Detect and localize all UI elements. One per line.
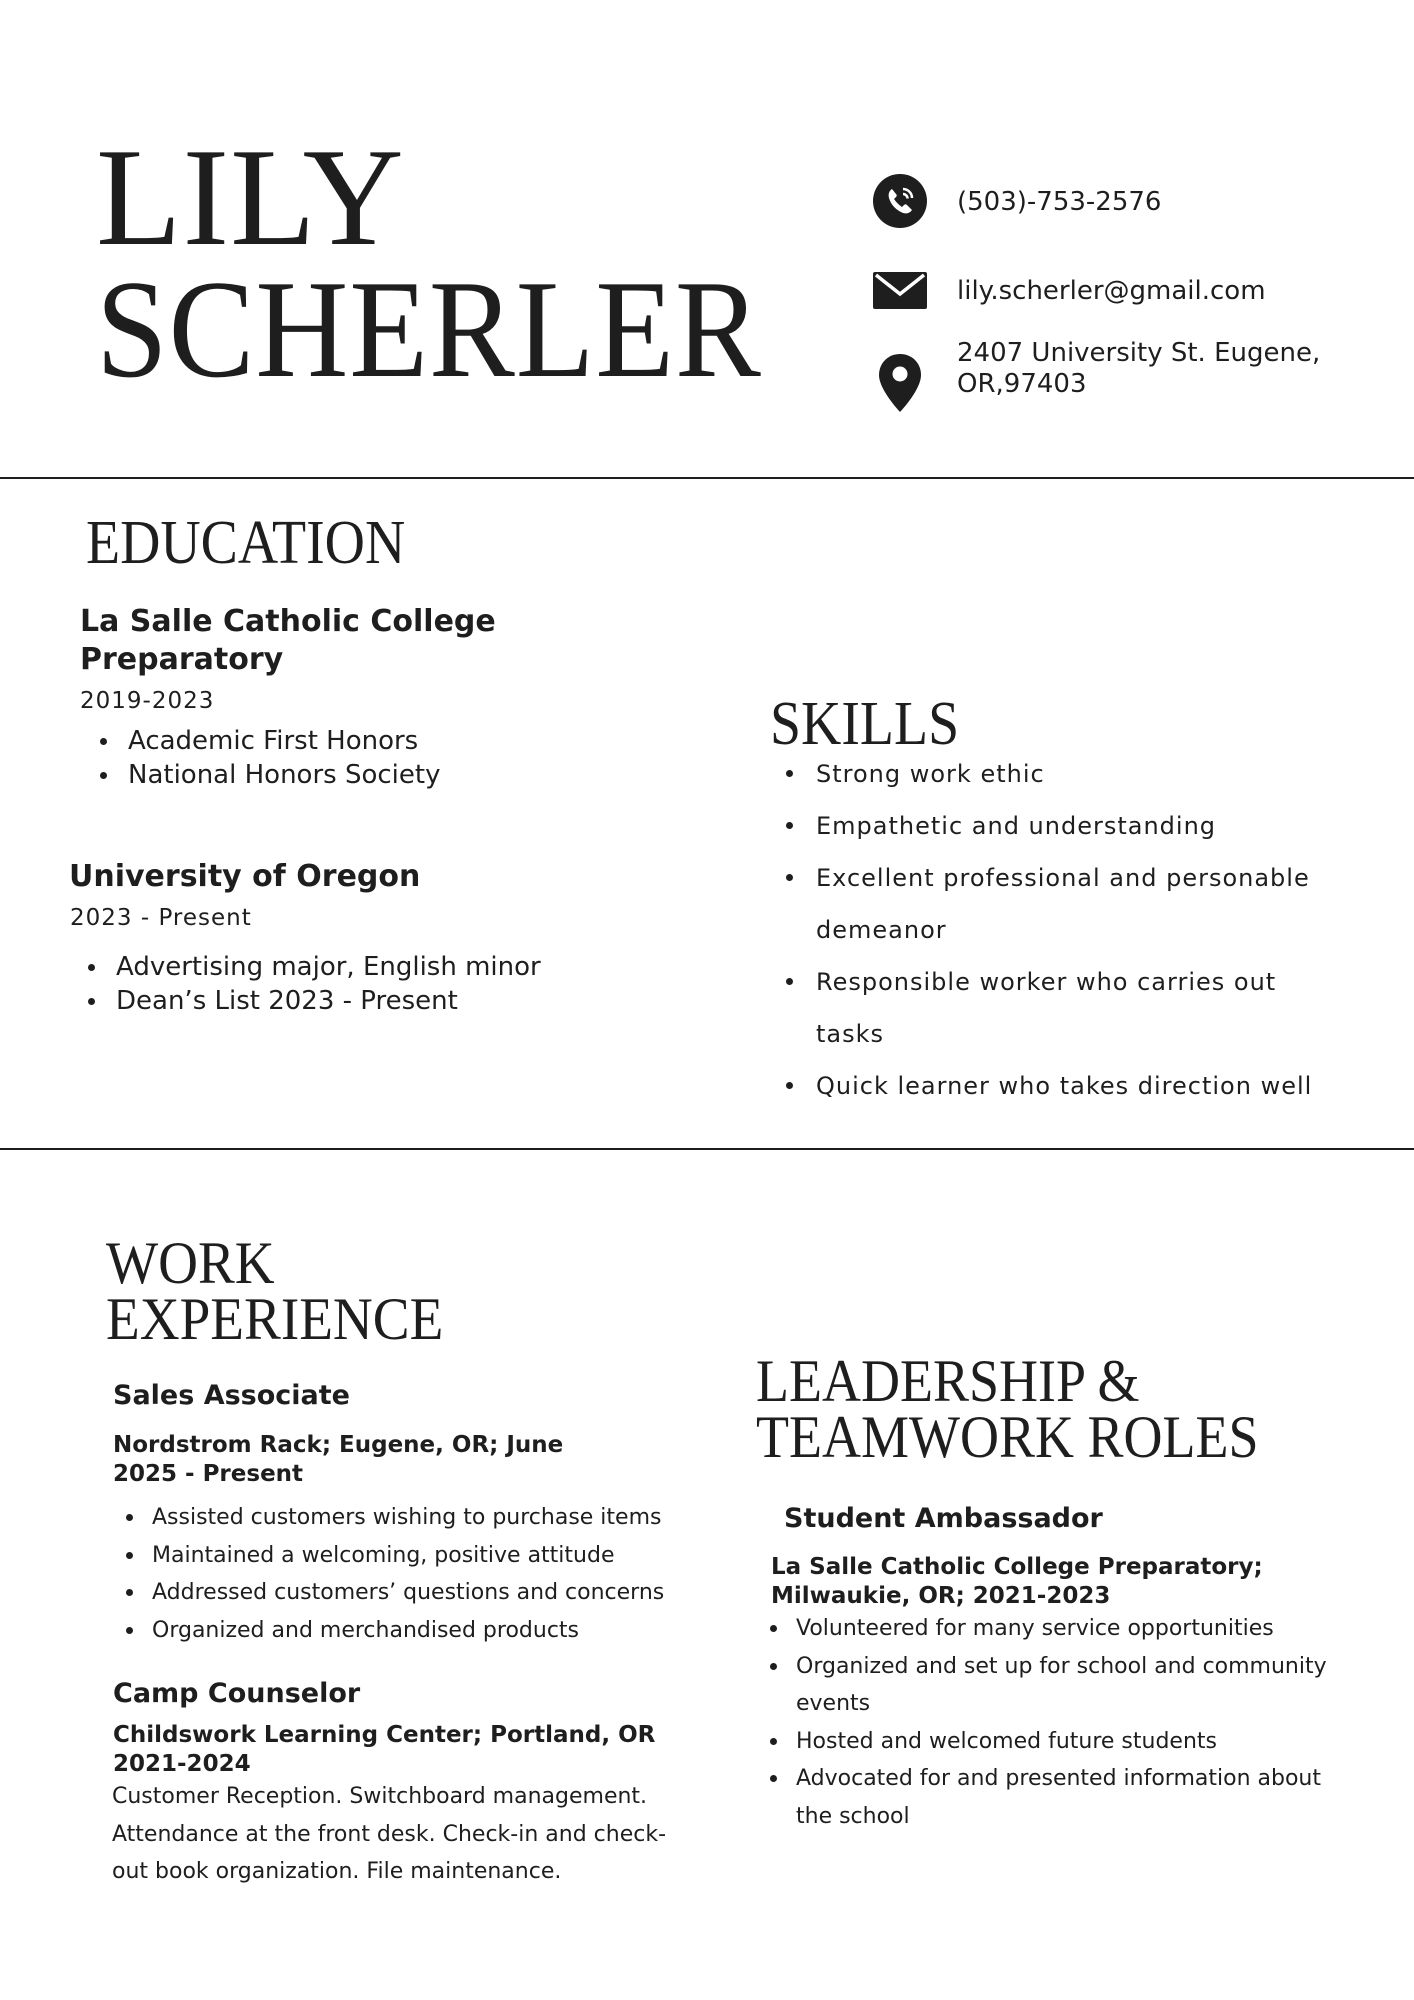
list-item: Advocated for and presented information about the school — [758, 1760, 1328, 1835]
list-item: Maintained a welcoming, positive attitude — [114, 1537, 664, 1575]
job-employer: Nordstrom Rack; Eugene, OR; June 2025 - Present — [113, 1432, 564, 1487]
email-address[interactable]: lily.scherler@gmail.com — [957, 276, 1266, 306]
list-item: Volunteered for many service opportunities — [758, 1610, 1328, 1648]
phone-icon — [873, 174, 927, 228]
university-details-list — [84, 950, 541, 1018]
role-duties-list — [758, 1610, 1328, 1835]
skill-item: Responsible worker who carries out tasks — [782, 956, 1342, 1060]
skill-item: Quick learner who takes direction well — [782, 1060, 1342, 1112]
leadership-heading-line-1: LEADERSHIP & — [756, 1348, 1140, 1414]
role-title: Student Ambassador — [784, 1503, 1103, 1534]
list-item: Academic First Honors — [96, 724, 440, 758]
last-name: SCHERLER — [96, 252, 762, 407]
role-organization: La Salle Catholic College Preparatory; Milwaukie, OR; 2021-2023 — [771, 1554, 1263, 1609]
university-name: University of Oregon — [69, 859, 421, 894]
street-address: 2407 University St. Eugene, OR,97403 — [957, 338, 1321, 399]
location-pin-icon — [873, 354, 927, 412]
school-honors-list — [96, 724, 440, 792]
leadership-heading-line-2: TEAMWORK ROLES — [756, 1404, 1259, 1470]
job-employer: Childswork Learning Center; Portland, OR 2021-2024 — [113, 1722, 656, 1777]
skill-item: Empathetic and understanding — [782, 800, 1342, 852]
job-description: Customer Reception. Switchboard management. Attendance at the front desk. Check-in and check-out book organization. File maintenance. — [112, 1784, 667, 1884]
work-heading-line-2: EXPERIENCE — [106, 1286, 444, 1352]
school-name: La Salle Catholic College Preparatory — [80, 604, 496, 677]
job-duties-list — [114, 1499, 664, 1649]
list-item: National Honors Society — [96, 758, 440, 792]
skill-item: Strong work ethic — [782, 748, 1342, 800]
skills-heading: SKILLS — [770, 690, 960, 758]
work-heading-line-1: WORK — [106, 1230, 275, 1296]
candidate-name — [96, 120, 796, 407]
first-name: LILY — [96, 120, 405, 275]
phone-number[interactable]: (503)-753-2576 — [957, 187, 1162, 217]
leadership-heading — [756, 1348, 1259, 1470]
list-item: Assisted customers wishing to purchase items — [114, 1499, 664, 1537]
mail-icon — [873, 272, 927, 309]
skill-item: Excellent professional and personable demeanor — [782, 852, 1342, 956]
work-experience-heading — [106, 1230, 444, 1352]
list-item: Dean’s List 2023 - Present — [84, 984, 541, 1018]
education-heading: EDUCATION — [86, 509, 406, 577]
list-item: Organized and set up for school and community events — [758, 1648, 1328, 1723]
list-item: Addressed customers’ questions and concerns — [114, 1574, 664, 1612]
list-item: Advertising major, English minor — [84, 950, 541, 984]
university-dates: 2023 - Present — [70, 905, 252, 931]
list-item: Hosted and welcomed future students — [758, 1723, 1328, 1761]
header-divider — [0, 477, 1414, 479]
skills-list — [782, 748, 1342, 1112]
list-item: Organized and merchandised products — [114, 1612, 664, 1650]
school-dates: 2019-2023 — [80, 688, 215, 714]
job-title: Camp Counselor — [113, 1678, 361, 1709]
education-divider — [0, 1148, 1414, 1150]
job-title: Sales Associate — [113, 1380, 350, 1411]
